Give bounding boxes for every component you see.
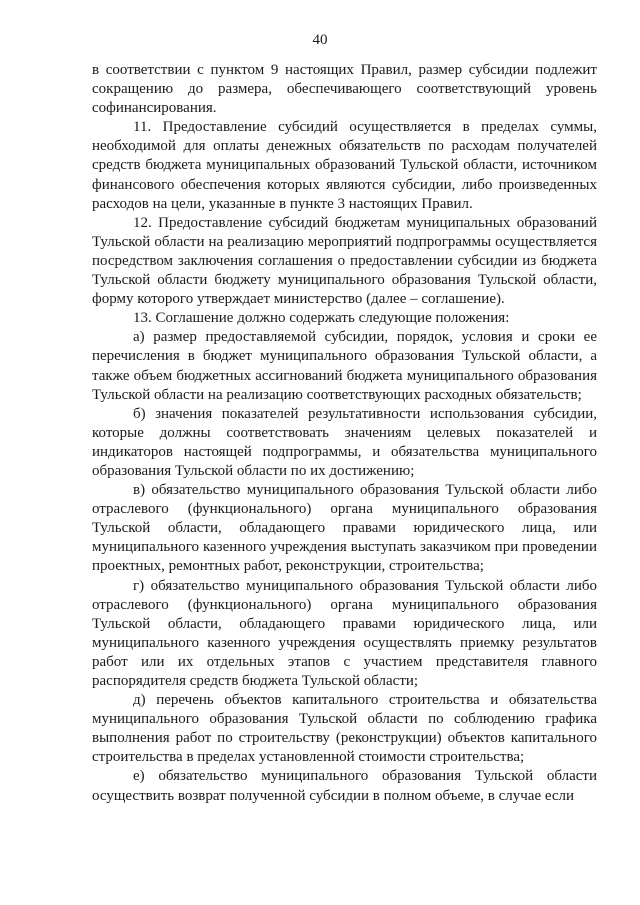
subitem-d: д) перечень объектов капитального строительства и обязательства муниципального образования Тульской области по соблюдению графика выполнения работ по строительству (реконструкции) объектов капитального строительства в пределах установленной стоимости строительства;: [92, 692, 597, 766]
subitem-g: г) обязательство муниципального образования Тульской области либо отраслевого (функционального) органа муниципального образования Тульской области, обладающего правами юридического лица, или муниципального казенного учреждения осуществлять приемку результатов работ или их отдельных этапов с участием представителя главного распорядителя средств бюджета Тульской области;: [92, 577, 597, 689]
document-body: [92, 61, 597, 806]
paragraph-item-11: 11. Предоставление субсидий осуществляется в пределах суммы, необходимой для оплаты денежных обязательств по расходам получателей средств бюджета муниципальных образований Тульской области, источником финансового обеспечения которых являются субсидии, либо произведенных расходов на цели, указанные в пункте 3 настоящих Правил.: [92, 119, 597, 212]
page-number: 40: [312, 32, 328, 48]
subitem-v: в) обязательство муниципального образования Тульской области либо отраслевого (функционального) органа муниципального образования Тульской области, обладающего правами юридического лица, или муниципального казенного учреждения выступать заказчиком при проведении проектных, ремонтных работ, реконструкции, строительства;: [92, 482, 597, 575]
subitem-b: б) значения показателей результативности использования субсидии, которые должны соответствовать значениям целевых показателей и индикаторов настоящей подпрограммы, и обязательства муниципального образования Тульской области по их достижению;: [92, 405, 597, 479]
paragraph-item-13: 13. Соглашение должно содержать следующие положения:: [133, 310, 510, 327]
subitem-e: е) обязательство муниципального образования Тульской области осуществить возврат полученной субсидии в полном объеме, в случае если: [92, 768, 597, 804]
paragraph-continuation: в соответствии с пунктом 9 настоящих Правил, размер субсидии подлежит сокращению до размера, обеспечивающего соответствующий уровень софинансирования.: [92, 62, 597, 117]
subitem-a: а) размер предоставляемой субсидии, порядок, условия и сроки ее перечисления в бюджет муниципального образования Тульской области, а также объем бюджетных ассигнований бюджета муниципального образования Тульской области на реализацию соответствующих расходных обязательств;: [92, 329, 597, 403]
paragraph-item-12: 12. Предоставление субсидий бюджетам муниципальных образований Тульской области на реализацию мероприятий подпрограммы осуществляется посредством заключения соглашения о предоставлении субсидии из бюджета Тульской области бюджету муниципального образования Тульской области, форму которого утверждает министерство (далее – соглашение).: [92, 214, 597, 308]
